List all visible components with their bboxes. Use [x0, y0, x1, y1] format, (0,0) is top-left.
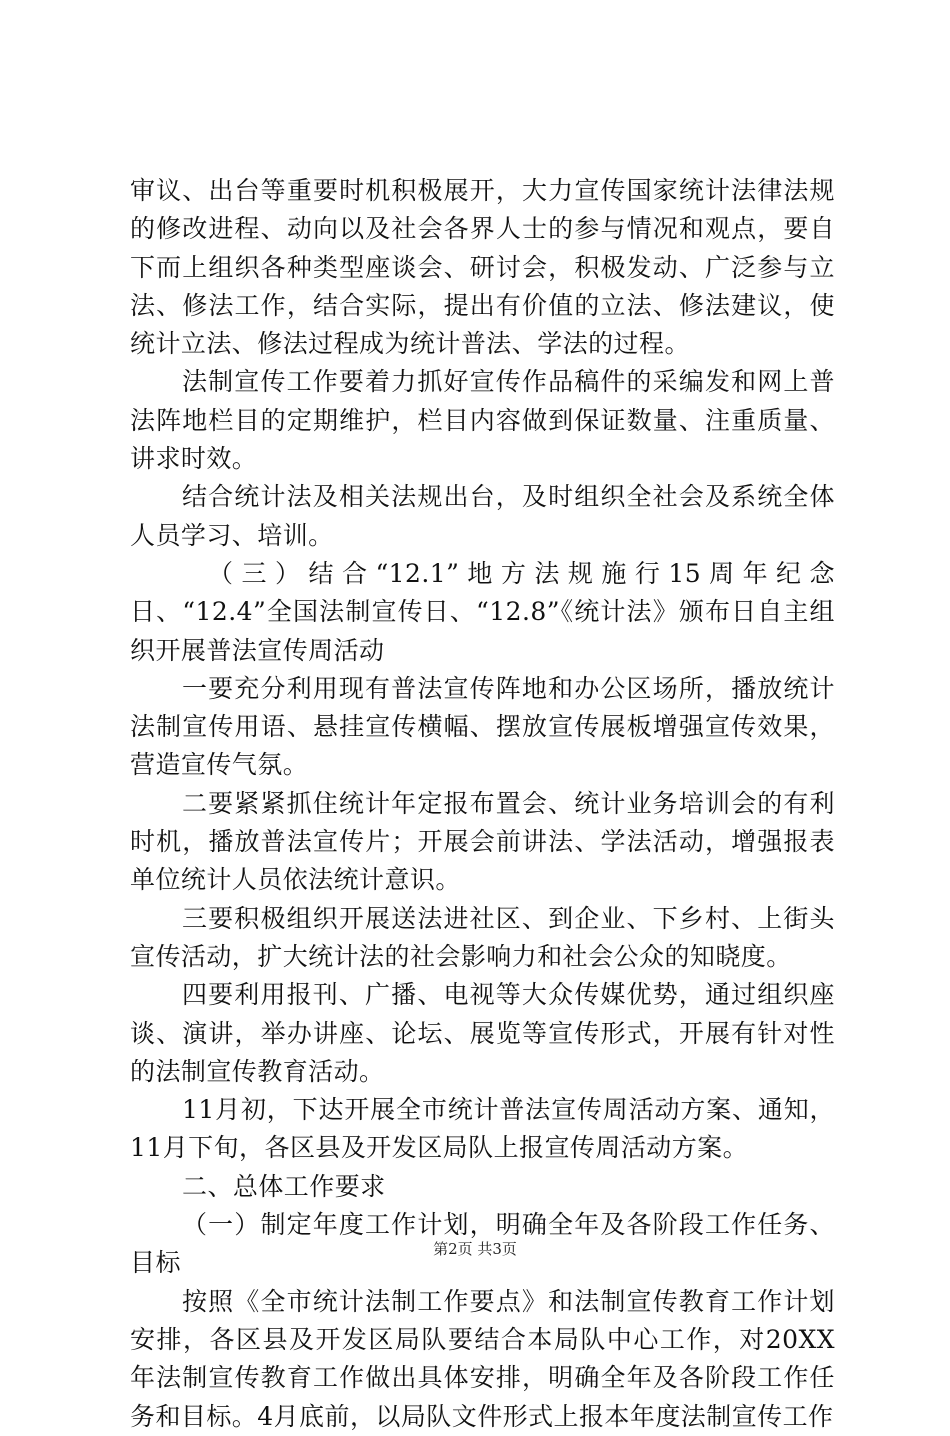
paragraph: 一要充分利用现有普法宣传阵地和办公区场所，播放统计法制宣传用语、悬挂宣传横幅、摆放宣传展板增强宣传效果，营造宣传气氛。: [130, 673, 835, 780]
paragraph: 11月初，下达开展全市统计普法宣传周活动方案、通知，11月下旬，各区县及开发区局队上报宣传周活动方案。: [130, 1095, 835, 1163]
paragraph: 法制宣传工作要着力抓好宣传作品稿件的采编发和网上普法阵地栏目的定期维护，栏目内容做到保证数量、注重质量、讲求时效。: [130, 367, 835, 474]
paragraph: 结合统计法及相关法规出台，及时组织全社会及系统全体人员学习、培训。: [130, 482, 835, 550]
section-heading: 二、总体工作要求: [182, 1171, 386, 1201]
paragraph: 三要积极组织开展送法进社区、到企业、下乡村、上街头宣传活动，扩大统计法的社会影响力和社会公众的知晓度。: [130, 903, 835, 971]
section-heading: （三）结合“12.1”地方法规施行15周年纪念日、“12.4”全国法制宣传日、“12.8”《统计法》颁布日自主组织开展普法宣传周活动: [130, 558, 835, 665]
paragraph-continued: 审议、出台等重要时机积极展开，大力宣传国家统计法律法规的修改进程、动向以及社会各界人士的参与情况和观点，要自下而上组织各种类型座谈会、研讨会，积极发动、广泛参与立法、修法工作，结合实际，提出有价值的立法、修法建议，使统计立法、修法过程成为统计普法、学法的过程。: [130, 176, 835, 359]
subsection-heading: （一）制定年度工作计划，明确全年及各阶段工作任务、目标: [130, 1210, 835, 1278]
page-number-footer: 第2页 共3页: [433, 1240, 517, 1258]
paragraph: 按照《全市统计法制工作要点》和法制宣传教育工作计划安排，各区县及开发区局队要结合本局队中心工作，对20XX年法制宣传教育工作做出具体安排，明确全年及各阶段工作任务和目标。4月底前，以局队文件形式上报本年度法制宣传工作: [130, 1286, 835, 1431]
paragraph: 二要紧紧抓住统计年定报布置会、统计业务培训会的有利时机，播放普法宣传片；开展会前讲法、学法活动，增强报表单位统计人员依法统计意识。: [130, 788, 835, 895]
paragraph: 四要利用报刊、广播、电视等大众传媒优势，通过组织座谈、演讲，举办讲座、论坛、展览等宣传形式，开展有针对性的法制宣传教育活动。: [130, 980, 835, 1086]
